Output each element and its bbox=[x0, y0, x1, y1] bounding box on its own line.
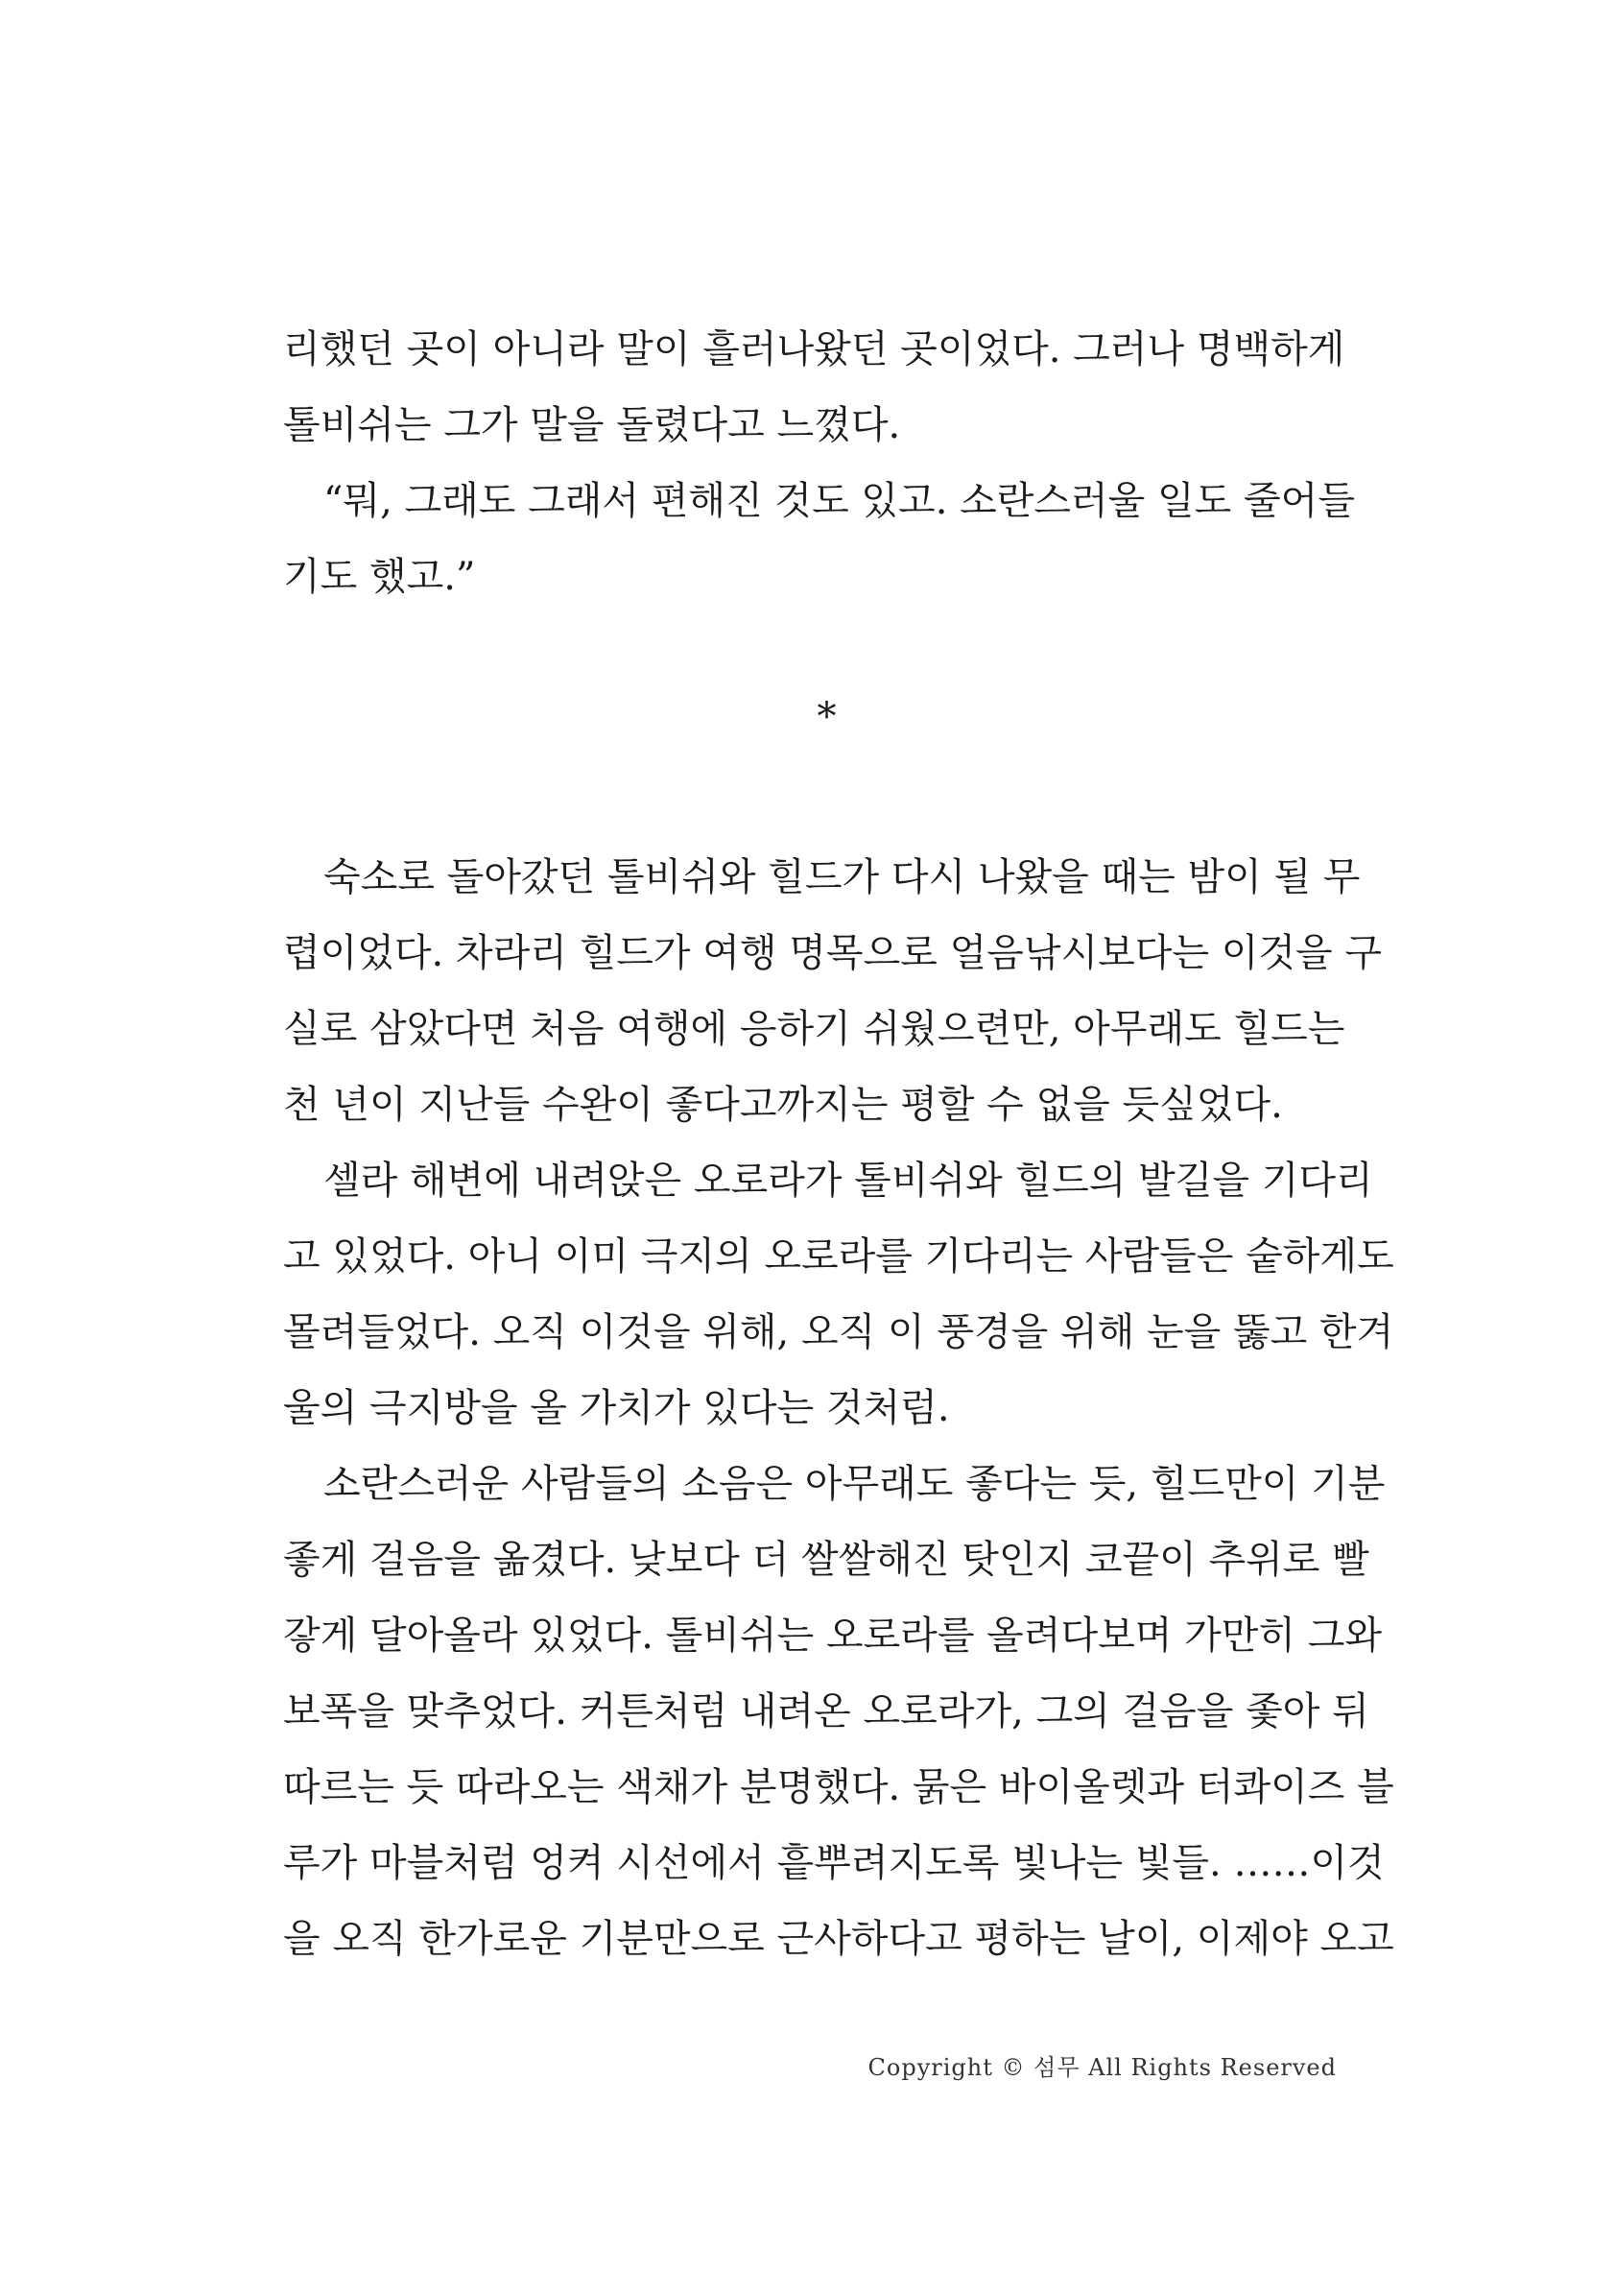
text-line: 갛게 달아올라 있었다. 톨비쉬는 오로라를 올려다보며 가만히 그와 bbox=[283, 1614, 1382, 1658]
text-line: 리했던 곳이 아니라 말이 흘러나왔던 곳이었다. 그러나 명백하게 bbox=[283, 327, 1345, 371]
text-line: 천 년이 지난들 수완이 좋다고까지는 평할 수 없을 듯싶었다. bbox=[283, 1083, 1283, 1127]
text-line: 루가 마블처럼 엉켜 시선에서 흩뿌려지도록 빛나는 빛들. ……이것 bbox=[283, 1841, 1385, 1885]
text-line: 을 오직 한가로운 기분만으로 근사하다고 평하는 날이, 이제야 오고 bbox=[283, 1917, 1394, 1961]
dialogue-line: 기도 했고.” bbox=[283, 555, 476, 599]
text-line: 고 있었다. 아니 이미 극지의 오로라를 기다리는 사람들은 숱하게도 bbox=[283, 1234, 1394, 1279]
text-line: 렵이었다. 차라리 힐드가 여행 명목으로 얼음낚시보다는 이것을 구 bbox=[283, 931, 1382, 975]
text-line: 보폭을 맞추었다. 커튼처럼 내려온 오로라가, 그의 걸음을 좇아 뒤 bbox=[283, 1689, 1369, 1734]
text-line: 셀라 해변에 내려앉은 오로라가 톨비쉬와 힐드의 발길을 기다리 bbox=[323, 1159, 1373, 1203]
text-line: 몰려들었다. 오직 이것을 위해, 오직 이 풍경을 위해 눈을 뚫고 한겨 bbox=[283, 1310, 1394, 1354]
text-line: 울의 극지방을 올 가치가 있다는 것처럼. bbox=[283, 1386, 950, 1430]
text-line: 소란스러운 사람들의 소음은 아무래도 좋다는 듯, 힐드만이 기분 bbox=[323, 1462, 1386, 1506]
text-line: 숙소로 돌아갔던 톨비쉬와 힐드가 다시 나왔을 때는 밤이 될 무 bbox=[323, 855, 1361, 899]
upper-paragraphs bbox=[283, 312, 1355, 615]
scene-break-asterisk: * bbox=[817, 695, 837, 739]
dialogue-line: “뭐, 그래도 그래서 편해진 것도 있고. 소란스러울 일도 줄어들 bbox=[323, 479, 1355, 523]
text-line: 톨비쉬는 그가 말을 돌렸다고 느꼈다. bbox=[283, 403, 901, 447]
text-line: 좋게 걸음을 옮겼다. 낮보다 더 쌀쌀해진 탓인지 코끝이 추위로 빨 bbox=[283, 1538, 1369, 1582]
text-line: 실로 삼았다면 처음 여행에 응하기 쉬웠으련만, 아무래도 힐드는 bbox=[283, 1007, 1345, 1051]
lower-paragraphs bbox=[283, 840, 1394, 1977]
copyright-notice: Copyright © 섬무 All Rights Reserved bbox=[867, 2054, 1337, 2081]
text-line: 따르는 듯 따라오는 색채가 분명했다. 묽은 바이올렛과 터콰이즈 블 bbox=[283, 1765, 1394, 1809]
